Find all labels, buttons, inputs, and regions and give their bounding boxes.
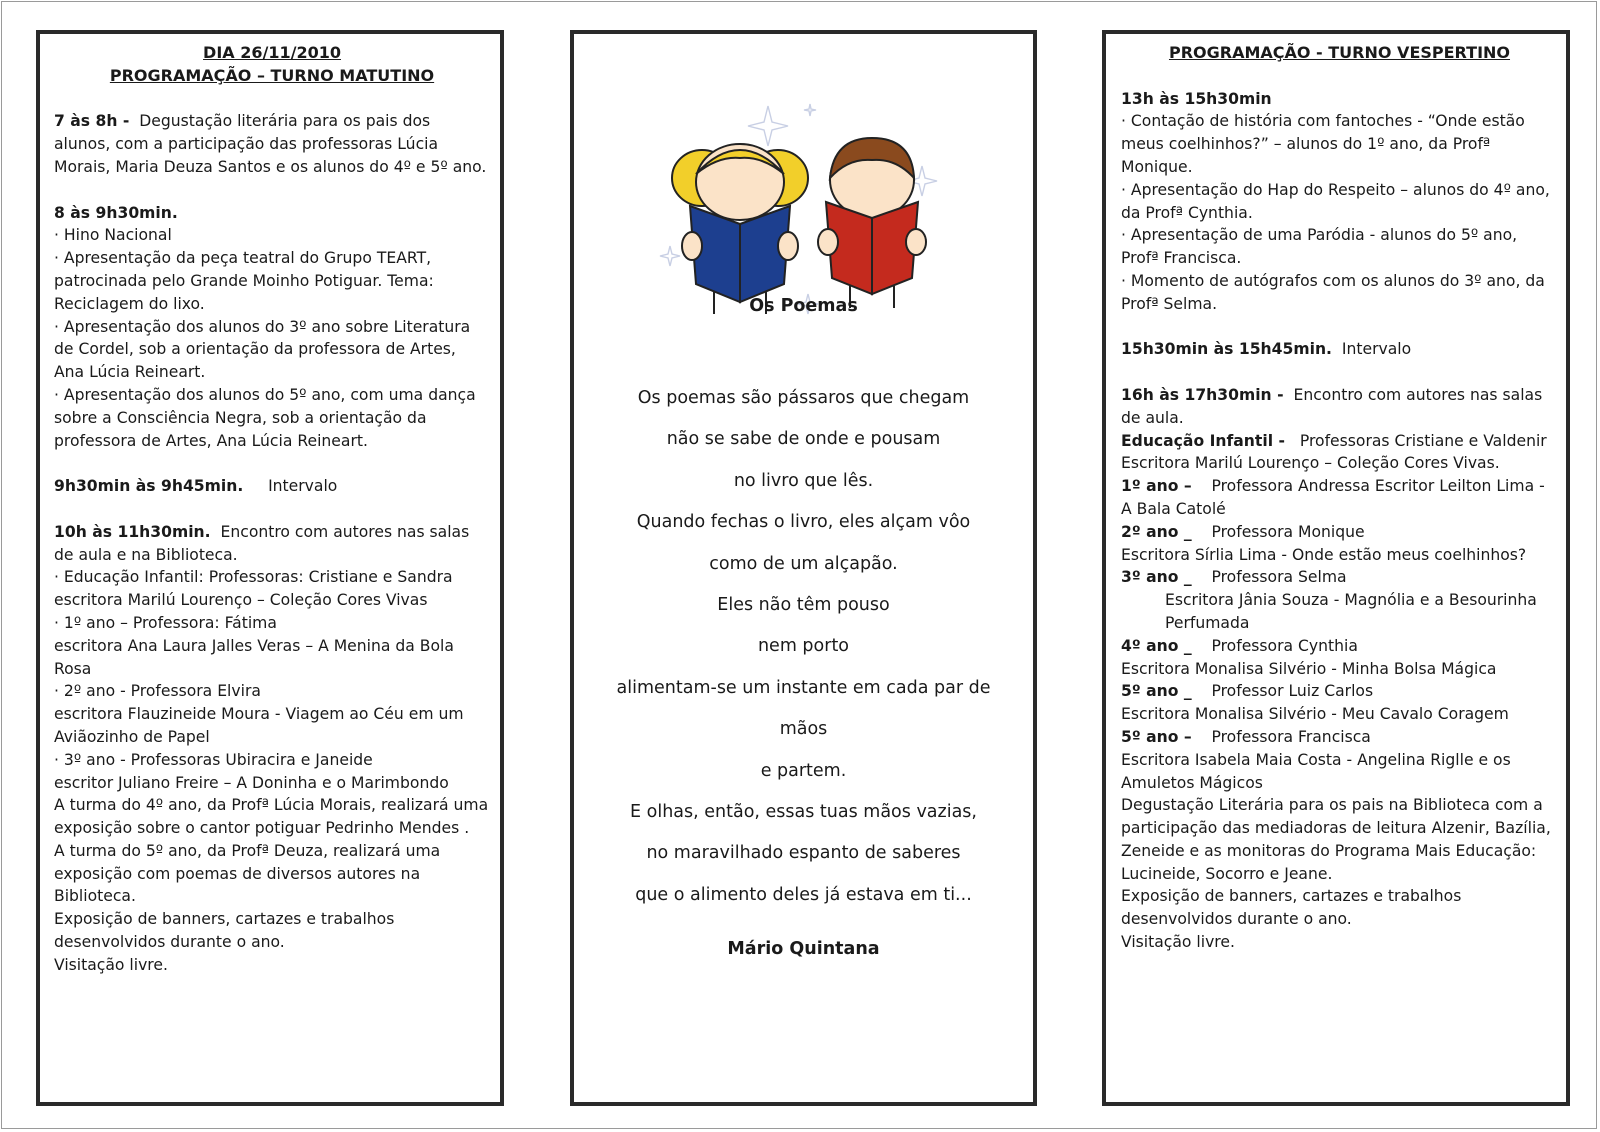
session-time: 7 às 8h -: [54, 112, 130, 131]
session-10h: [54, 521, 490, 567]
morning-program-panel: [36, 30, 504, 1106]
session-time: 13h às 15h30min: [1121, 89, 1272, 108]
event-date: DIA 26/11/2010: [203, 43, 341, 62]
program-item: · 2º ano - Professora Elvira: [54, 682, 261, 701]
group-teacher: Professora Francisca: [1211, 727, 1371, 746]
group-label: Educação Infantil -: [1121, 431, 1285, 450]
session-time: 9h30min às 9h45min.: [54, 477, 244, 496]
program-item: · 3º ano - Professoras Ubiracira e Janeide: [54, 750, 373, 769]
poem-line: no livro que lês.: [733, 470, 874, 491]
program-item: · Apresentação da peça teatral do Grupo TEART, patrocinada pelo Grande Moinho Potiguar. Tema: Reciclagem do lixo.: [54, 249, 434, 313]
session-time: 8 às 9h30min.: [54, 203, 178, 222]
poem-line: Quando fechas o livro, eles alçam vôo: [636, 512, 971, 533]
boy-reader: [818, 138, 926, 308]
program-item: [1121, 726, 1558, 749]
poem-panel: [570, 30, 1037, 1106]
program-item: Exposição de banners, cartazes e trabalhos desenvolvidos durante o ano.: [1121, 887, 1462, 929]
poem-line: como de um alçapão.: [709, 553, 898, 574]
group-label: 4º ano _: [1121, 636, 1192, 655]
program-item: Escritora Sírlia Lima - Onde estão meus coelhinhos?: [1121, 545, 1527, 564]
program-item: Degustação Literária para os pais na Biblioteca com a participação das mediadoras de leitura Alzenir, Bazília, Zeneide e as monitoras do Programa Mais Educação: Lucineide, Socorro e Jeane.: [1121, 796, 1551, 883]
group-label: 3º ano _: [1121, 568, 1192, 587]
program-item: A turma do 4º ano, da Profª Lúcia Morais, realizará uma exposição sobre o cantor potiguar Pedrinho Mendes .: [54, 796, 489, 838]
program-item: · 1º ano – Professora: Fátima: [54, 613, 277, 632]
program-item: [1121, 521, 1558, 544]
session-time: 10h às 11h30min.: [54, 522, 211, 541]
afternoon-program-panel: [1102, 30, 1570, 1106]
program-item: Visitação livre.: [1121, 933, 1235, 952]
program-item: · Contação de história com fantoches - “Onde estão meus coelhinhos?” – alunos do 1º ano, da Profª Monique.: [1121, 112, 1525, 176]
group-label: 5º ano –: [1121, 727, 1192, 746]
session-7h: [54, 110, 490, 178]
group-label: 5º ano _: [1121, 682, 1192, 701]
poem-line: Eles não têm pouso: [717, 594, 890, 615]
children-reading-illustration: [650, 96, 950, 326]
program-item: [1121, 430, 1558, 453]
program-item: Exposição de banners, cartazes e trabalhos desenvolvidos durante o ano.: [54, 910, 395, 952]
program-item: Escritora Monalisa Silvério - Minha Bolsa Mágica: [1121, 659, 1497, 678]
program-item: A turma do 5º ano, da Profª Deuza, realizará uma exposição com poemas de diversos autores na Biblioteca.: [54, 841, 441, 906]
program-item: [1121, 566, 1558, 589]
girl-reader: [672, 144, 808, 314]
session-break: [1121, 338, 1558, 361]
afternoon-program-heading: PROGRAMAÇÃO - TURNO VESPERTINO: [1168, 43, 1511, 62]
program-item: [1121, 475, 1558, 521]
program-item: escritora Marilú Lourenço – Coleção Cores Vivas: [54, 591, 428, 610]
group-teacher: Professora Cynthia: [1211, 636, 1358, 655]
poem-line: mãos: [779, 719, 828, 740]
program-item: [1121, 680, 1558, 703]
group-label: 2º ano _: [1121, 522, 1192, 541]
program-item: [1121, 635, 1558, 658]
poem-line: e partem.: [760, 760, 847, 781]
program-item: escritor Juliano Freire – A Doninha e o Marimbondo: [54, 773, 449, 792]
session-time: 15h30min às 15h45min.: [1121, 340, 1332, 359]
session-text: Intervalo: [1341, 340, 1412, 359]
session-text: Encontro com autores nas salas de aula e na Biblioteca.: [54, 522, 470, 564]
program-item: escritora Ana Laura Jalles Veras – A Menina da Bola Rosa: [54, 636, 454, 678]
program-item: · Hino Nacional: [54, 226, 172, 245]
program-item: · Apresentação do Hap do Respeito – alunos do 4º ano, da Profª Cynthia.: [1121, 180, 1550, 222]
session-text: Degustação literária para os pais dos alunos, com a participação das professoras Lúcia Morais, Maria Deuza Santos e os alunos do 4º e 5º ano.: [54, 112, 487, 176]
session-time: 16h às 17h30min -: [1121, 385, 1284, 404]
program-item: Escritora Marilú Lourenço – Coleção Cores Vivas.: [1121, 454, 1500, 473]
session-text: Intervalo: [268, 477, 338, 496]
program-item: · Apresentação de uma Paródia - alunos do 5º ano, Profª Francisca.: [1121, 226, 1518, 268]
poem-line: alimentam-se um instante em cada par de: [616, 677, 991, 698]
program-item: · Educação Infantil: Professoras: Cristiane e Sandra: [54, 568, 453, 587]
poem-line: que o alimento deles já estava em ti...: [635, 884, 972, 905]
group-teacher: Professora Monique: [1211, 522, 1365, 541]
poem-line: E olhas, então, essas tuas mãos vazias,: [630, 801, 977, 822]
session-text: Encontro com autores nas salas de aula.: [1121, 385, 1543, 427]
program-item: · Apresentação dos alunos do 3º ano sobre Literatura de Cordel, sob a orientação da professora de Artes, Ana Lúcia Reineart.: [54, 317, 471, 382]
group-teacher: Professor Luiz Carlos: [1211, 682, 1374, 701]
program-item: escritora Flauzineide Moura - Viagem ao Céu em um Aviãozinho de Papel: [54, 705, 464, 746]
group-teacher: Professora Andressa Escritor Leilton Lima - A Bala Catolé: [1121, 477, 1545, 518]
poem-body: [574, 378, 1033, 916]
poem-line: nem porto: [757, 636, 850, 657]
morning-program-heading: PROGRAMAÇÃO – TURNO MATUTINO: [109, 65, 435, 85]
program-item: · Apresentação dos alunos do 5º ano, com uma dança sobre a Consciência Negra, sob a orientação da professora de Artes, Ana Lúcia Reineart.: [54, 385, 476, 450]
group-label: 1º ano –: [1121, 477, 1192, 496]
poem-line: no maravilhado espanto de saberes: [646, 843, 961, 864]
program-item: Escritora Monalisa Silvério - Meu Cavalo Coragem: [1121, 705, 1509, 724]
poem-line: não se sabe de onde e pousam: [666, 429, 941, 450]
poem-title: Os Poemas: [749, 296, 858, 316]
program-item: Escritora Isabela Maia Costa - Angelina Riglle e os Amuletos Mágicos: [1121, 750, 1511, 792]
poem-author: Mário Quintana: [727, 939, 880, 959]
group-teacher: Professoras Cristiane e Valdenir: [1299, 431, 1547, 450]
session-16h: [1121, 384, 1558, 430]
session-break: [54, 475, 490, 498]
brochure-sheet: [1, 1, 1597, 1129]
program-item: Escritora Jânia Souza - Magnólia e a Besourinha Perfumada: [1165, 591, 1537, 632]
program-item: · Momento de autógrafos com os alunos do 3º ano, da Profª Selma.: [1121, 271, 1545, 313]
poem-line: Os poemas são pássaros que chegam: [637, 388, 970, 408]
group-teacher: Professora Selma: [1211, 568, 1347, 587]
program-item: Visitação livre.: [54, 955, 168, 974]
